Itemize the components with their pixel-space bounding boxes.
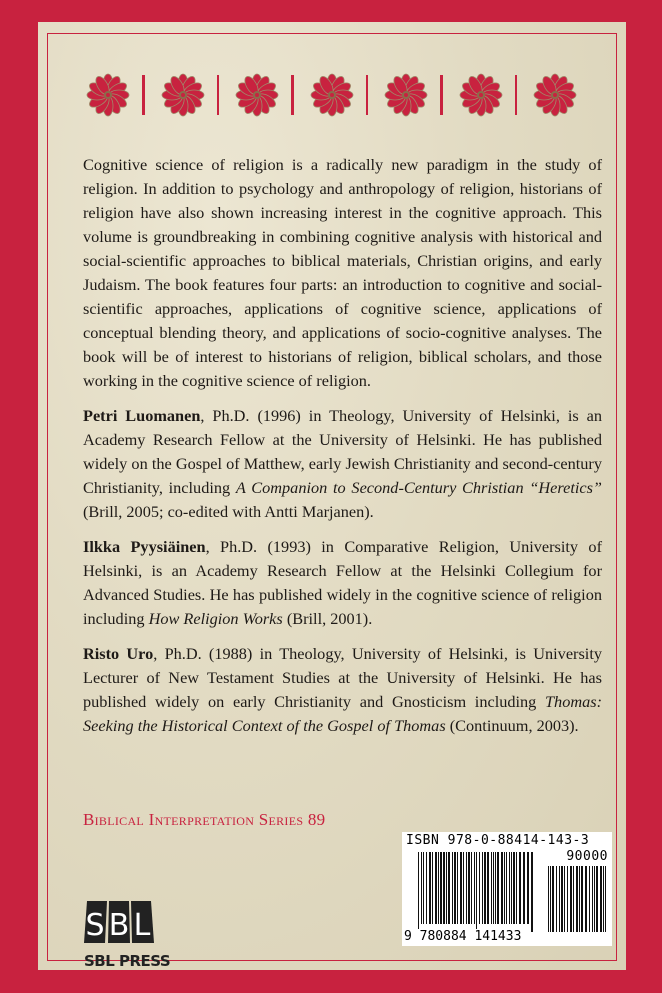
bio-text: , Ph.D. (1996) in Theology, University of Helsinki, is an Academy Research Fellow at the University of Helsinki. He has published widely on the Gospel of Matthew, early Jewish Christianity and second-century Christianity, including xyxy=(83,406,603,497)
barcode-bar xyxy=(605,866,606,932)
barcode-bar xyxy=(491,852,492,924)
barcode-bar xyxy=(509,852,510,924)
barcode-bar xyxy=(429,852,431,924)
flower-icon xyxy=(533,73,577,117)
barcode-bar xyxy=(468,852,470,924)
barcode-bar xyxy=(573,866,574,932)
barcode-bar xyxy=(501,852,503,924)
barcode-bar xyxy=(460,852,462,924)
svg-text:B: B xyxy=(108,908,130,943)
barcode-bar xyxy=(423,852,424,924)
barcode-bar xyxy=(564,866,565,932)
barcode-bar xyxy=(585,866,587,932)
barcode-bar xyxy=(497,852,499,924)
barcode-bar xyxy=(418,852,419,932)
barcode-bar xyxy=(594,866,595,932)
barcode-bar xyxy=(476,852,477,932)
bio-text: , Ph.D. (1993) in Comparative Religion, University of Helsinki, is an Academy Research Fellow at the Helsinki Collegium for Advanced Studies. He has published widely in the cognitive science of religion including xyxy=(83,537,602,628)
barcode-bar xyxy=(457,852,458,924)
flower-ornament xyxy=(86,73,161,117)
barcode-bar xyxy=(446,852,447,924)
cover-panel xyxy=(38,22,626,970)
barcode-bar xyxy=(523,852,525,924)
divider-bar xyxy=(291,75,294,115)
barcode-bar xyxy=(550,866,551,932)
flower-icon xyxy=(459,73,503,117)
barcode-bar xyxy=(576,866,578,932)
barcode-bar xyxy=(484,852,486,924)
barcode-bar xyxy=(438,852,439,924)
barcode-bar xyxy=(548,866,549,932)
barcode-bar xyxy=(527,852,529,924)
barcode-bar xyxy=(479,852,480,924)
divider-bar xyxy=(515,75,518,115)
author-bio xyxy=(83,404,602,524)
flower-icon xyxy=(86,73,130,117)
barcode-bar xyxy=(561,866,563,932)
inner-frame xyxy=(47,33,617,970)
sbl-logo-icon xyxy=(84,899,154,945)
barcode-bar xyxy=(556,866,557,932)
barcode-bar xyxy=(559,866,560,932)
barcode-bar xyxy=(570,866,572,932)
barcode-bar xyxy=(448,852,450,924)
barcode-bar xyxy=(452,852,453,924)
flower-ornament xyxy=(235,73,310,117)
barcode-bar xyxy=(474,852,475,924)
barcode-bar xyxy=(432,852,433,924)
barcode-bar xyxy=(513,852,515,924)
flower-icon xyxy=(235,73,279,117)
flower-ornament xyxy=(384,73,459,117)
book-title: How Religion Works xyxy=(148,609,283,628)
barcode-bar xyxy=(495,852,496,924)
flower-icon xyxy=(384,73,428,117)
barcode-bar xyxy=(531,852,533,932)
barcode-bar xyxy=(482,852,483,924)
back-cover-text xyxy=(83,153,602,749)
svg-text:S: S xyxy=(85,908,105,943)
barcode-bar xyxy=(552,866,554,932)
bio-text: , Ph.D. (1988) in Theology, University of Helsinki, is University Lecturer of New Testament Studies at the University of Helsinki. He has published widely on early Christianity and Gnosticism including xyxy=(83,644,602,711)
barcode-number: 9 780884 141433 xyxy=(404,929,522,944)
barcode-bar xyxy=(579,866,580,932)
bio-text: (Continuum, 2003). xyxy=(445,716,579,735)
bio-text: (Brill, 2001). xyxy=(282,609,373,628)
barcode-bar xyxy=(443,852,445,924)
barcode-bar xyxy=(421,852,422,924)
barcode-bar xyxy=(435,852,437,924)
barcode-bar xyxy=(493,852,494,924)
book-title: Thomas: Seeking the Historical Context of the Gospel of Thomas xyxy=(83,692,602,735)
author-name: Risto Uro xyxy=(83,644,154,663)
barcode-bar xyxy=(487,852,489,924)
isbn-barcode xyxy=(402,832,612,946)
barcode-bar xyxy=(511,852,512,924)
flower-ornament xyxy=(310,73,385,117)
flower-icon xyxy=(161,73,205,117)
publisher-name: SBL PRESS xyxy=(84,952,171,970)
price-addon: 90000 xyxy=(566,849,608,864)
barcode-bar xyxy=(504,852,505,924)
flower-icon xyxy=(310,73,354,117)
barcode-bar xyxy=(454,852,456,924)
barcode-bar xyxy=(463,852,464,924)
barcode-bar xyxy=(440,852,442,924)
barcode-bar xyxy=(596,866,598,932)
barcode-bar xyxy=(581,866,583,932)
barcode-bar xyxy=(506,852,507,924)
barcode-bar xyxy=(466,852,467,924)
author-bio xyxy=(83,642,602,738)
barcode-bar xyxy=(519,852,521,924)
author-name: Petri Luomanen xyxy=(83,406,201,425)
barcode-bar xyxy=(592,866,593,932)
author-name: Ilkka Pyysiäinen xyxy=(83,537,206,556)
description: Cognitive science of religion is a radically new paradigm in the study of religion. In addition to psychology and anthropology of religion, historians of religion have also shown increasing interest in the cognitive approach. This volume is groundbreaking in combining cognitive analysis with historical and social-scientific approaches to biblical materials, Christian origins, and early Judaism. The book features four parts: an introduction to cognitive and social-scientific approaches, applications of cognitive science, applications of conceptual blending theory, and applications of socio-cognitive analyses. The book will be of interest to historians of religion, biblical scholars, and those working in the cognitive science of religion. xyxy=(83,155,602,390)
divider-bar xyxy=(440,75,443,115)
isbn-text: ISBN 978-0-88414-143-3 xyxy=(406,833,590,848)
flower-ornament xyxy=(161,73,236,117)
svg-text:L: L xyxy=(133,908,151,943)
bio-text: (Brill, 2005; co-edited with Antti Marjanen). xyxy=(83,502,374,521)
flower-ornament xyxy=(533,73,577,117)
barcode-bar xyxy=(603,866,604,932)
divider-bar xyxy=(217,75,220,115)
barcode-bar xyxy=(516,852,517,924)
ornament-row xyxy=(86,67,596,123)
barcode-bar xyxy=(600,866,602,932)
flower-ornament xyxy=(459,73,534,117)
publisher-logo xyxy=(84,899,170,970)
barcode-bar xyxy=(589,866,590,932)
divider-bar xyxy=(142,75,145,115)
barcode-bar xyxy=(426,852,427,924)
divider-bar xyxy=(366,75,369,115)
barcode-bar xyxy=(471,852,472,924)
book-title: A Companion to Second-Century Christian “Heretics” xyxy=(235,478,602,497)
author-bio xyxy=(83,535,602,631)
barcode-bar xyxy=(567,866,568,932)
series-title: Biblical Interpretation Series 89 xyxy=(83,810,326,829)
